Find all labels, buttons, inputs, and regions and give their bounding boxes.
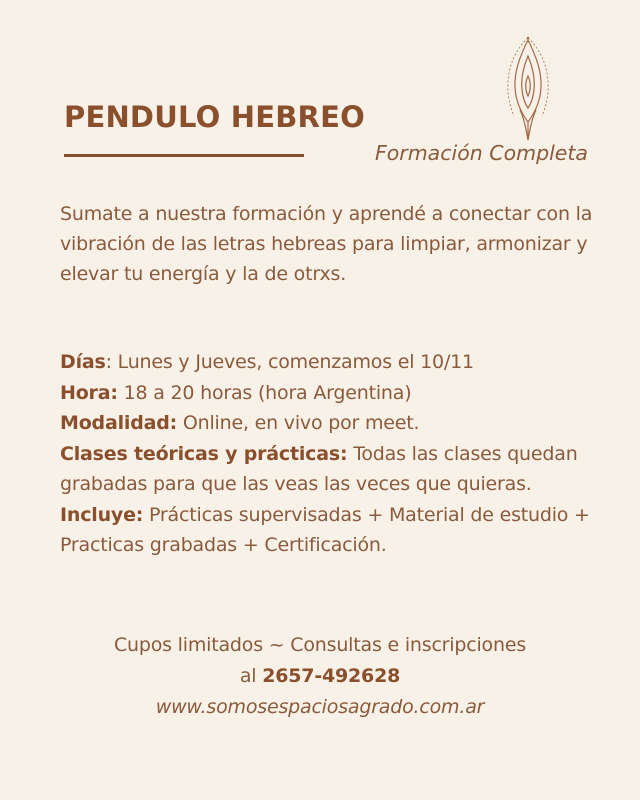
website-link[interactable]: www.somosespaciosagrado.com.ar — [155, 696, 485, 718]
detail-text: Todas las clases quedan grabadas para que las veas las veces que quieras. — [60, 442, 578, 495]
feather-icon — [498, 36, 558, 142]
detail-label: Días — [60, 351, 106, 373]
footer-phone-prefix: al — [239, 665, 263, 687]
detail-incluye — [60, 500, 605, 561]
intro-paragraph: Sumate a nuestra formación y aprendé a conectar con la vibración de las letras hebreas para limpiar, armonizar y elevar tu energía y la de otrxs. — [60, 203, 593, 285]
phone-number[interactable]: 2657-492628 — [262, 665, 401, 687]
detail-text: Prácticas supervisadas + Material de estudio + Practicas grabadas + Certificación. — [60, 503, 590, 556]
footer-line: Cupos limitados ~ Consultas e inscripciones — [113, 634, 527, 656]
detail-label: Clases teóricas y prácticas: — [60, 442, 348, 465]
detail-text: 18 a 20 horas (hora Argentina) — [117, 381, 412, 404]
contact-footer — [0, 630, 640, 723]
detail-label: Modalidad: — [60, 412, 178, 434]
page-subtitle: Formación Completa — [374, 141, 588, 165]
detail-clases — [60, 439, 605, 500]
footer-phone-line — [0, 661, 640, 692]
detail-hora — [60, 378, 605, 409]
detail-text: : Lunes y Jueves, comenzamos el 10/11 — [105, 351, 474, 373]
detail-modalidad — [60, 408, 605, 439]
course-details — [60, 347, 605, 561]
page-title: PENDULO HEBREO — [64, 100, 365, 134]
title-underline — [64, 154, 304, 157]
detail-text: Online, en vivo por meet. — [177, 412, 420, 434]
detail-label: Incluye: — [60, 503, 144, 526]
detail-label: Hora: — [60, 381, 118, 404]
detail-dias — [60, 347, 605, 378]
